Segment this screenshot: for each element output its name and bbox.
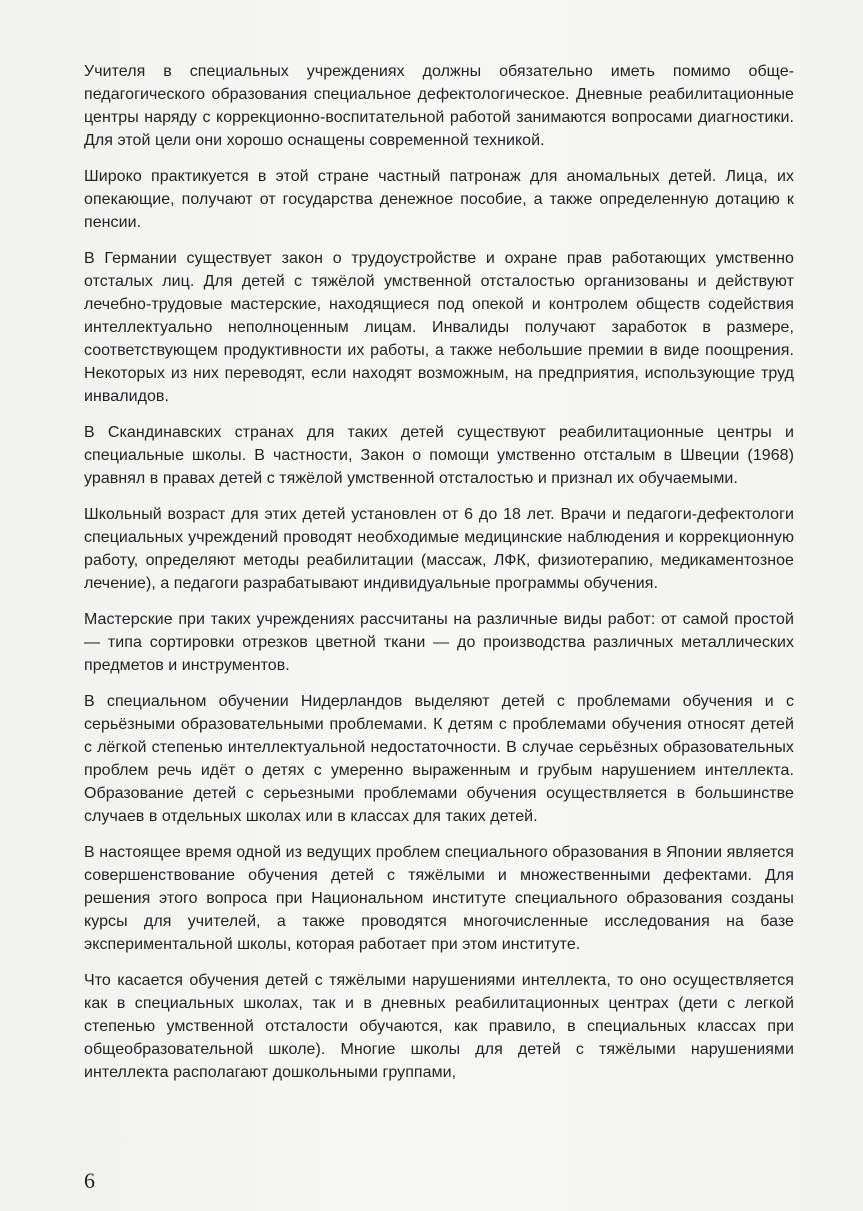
- paragraph-8: В настоящее время одной из ведущих проблем специального образования в Японии является совершенствование обучения детей с тяжёлыми и множественными дефектами. Для решения этого вопроса при Национальном институте специального образования созданы курсы для учителей, а также проводятся многочисленные исследования на базе экспериментальной школы, которая работает при этом институте.: [84, 844, 794, 953]
- paragraph-5: Школьный возраст для этих детей установлен от 6 до 18 лет. Врачи и педагоги-дефектологи специальных учреждений проводят необходимые медицинские наблюдения и коррекционную работу, определяют методы реабилитации (массаж, ЛФК, физиотерапию, медикаментозное лечение), а педагоги разрабатывают индивидуальные программы обучения.: [84, 506, 794, 592]
- paragraph-2: Широко практикуется в этой стране частный патронаж для аномальных детей. Лица, их опекающие, получают от государства денежное пособие, а также определенную дотацию к пенсии.: [84, 168, 794, 231]
- paragraph-3: В Германии существует закон о трудоустройстве и охране прав работающих умственно отсталых лиц. Для детей с тяжёлой умственной отсталостью организованы и действуют лечебно-трудовые мастерские, находящиеся под опекой и контролем обществ содействия интеллектуально неполноценным лицам. Инвалиды получают заработок в размере, соответствующем продуктивности их работы, а также небольшие премии в виде поощрения. Некоторых из них переводят, если находят возможным, на предприятия, использующие труд инвалидов.: [84, 250, 794, 405]
- page-number: 6: [84, 1168, 95, 1193]
- paragraph-4: В Скандинавских странах для таких детей существуют реабилитационные центры и специальные школы. В частности, Закон о помощи умственно отсталым в Швеции (1968) уравнял в правах детей с тяжёлой умственной отсталостью и признал их обучаемыми.: [84, 424, 794, 487]
- paragraph-1: Учителя в специальных учреждениях должны обязательно иметь помимо общепедагогического образования специальное дефектологическое. Дневные реабилитационные центры наряду с коррекционно-воспитательной работой занимаются вопросами диагностики. Для этой цели они хорошо оснащены современной техникой.: [84, 63, 794, 149]
- paragraph-7: В специальном обучении Нидерландов выделяют детей с проблемами обучения и с серьёзными образовательными проблемами. К детям с проблемами обучения относят детей с лёгкой степенью интеллектуальной недостаточности. В случае серьёзных образовательных проблем речь идёт о детях с умеренно выраженным и грубым нарушением интеллекта. Образование детей с серьезными проблемами обучения осуществляется в большинстве случаев в отдельных школах или в классах для таких детей.: [84, 693, 794, 825]
- body-text: [84, 60, 794, 1097]
- paragraph-9: Что касается обучения детей с тяжёлыми нарушениями интеллекта, то оно осуществляется как в специальных школах, так и в дневных реабилитационных центрах (дети с легкой степенью умственной отсталости обучаются, как правило, в специальных классах при общеобразовательной школе). Многие школы для детей с тяжёлыми нарушениями интеллекта располагают дошкольными группами,: [84, 972, 794, 1081]
- paragraph-6: Мастерские при таких учреждениях рассчитаны на различные виды работ: от самой простой — типа сортировки отрезков цветной ткани — до производства различных металлических предметов и инструментов.: [84, 611, 794, 674]
